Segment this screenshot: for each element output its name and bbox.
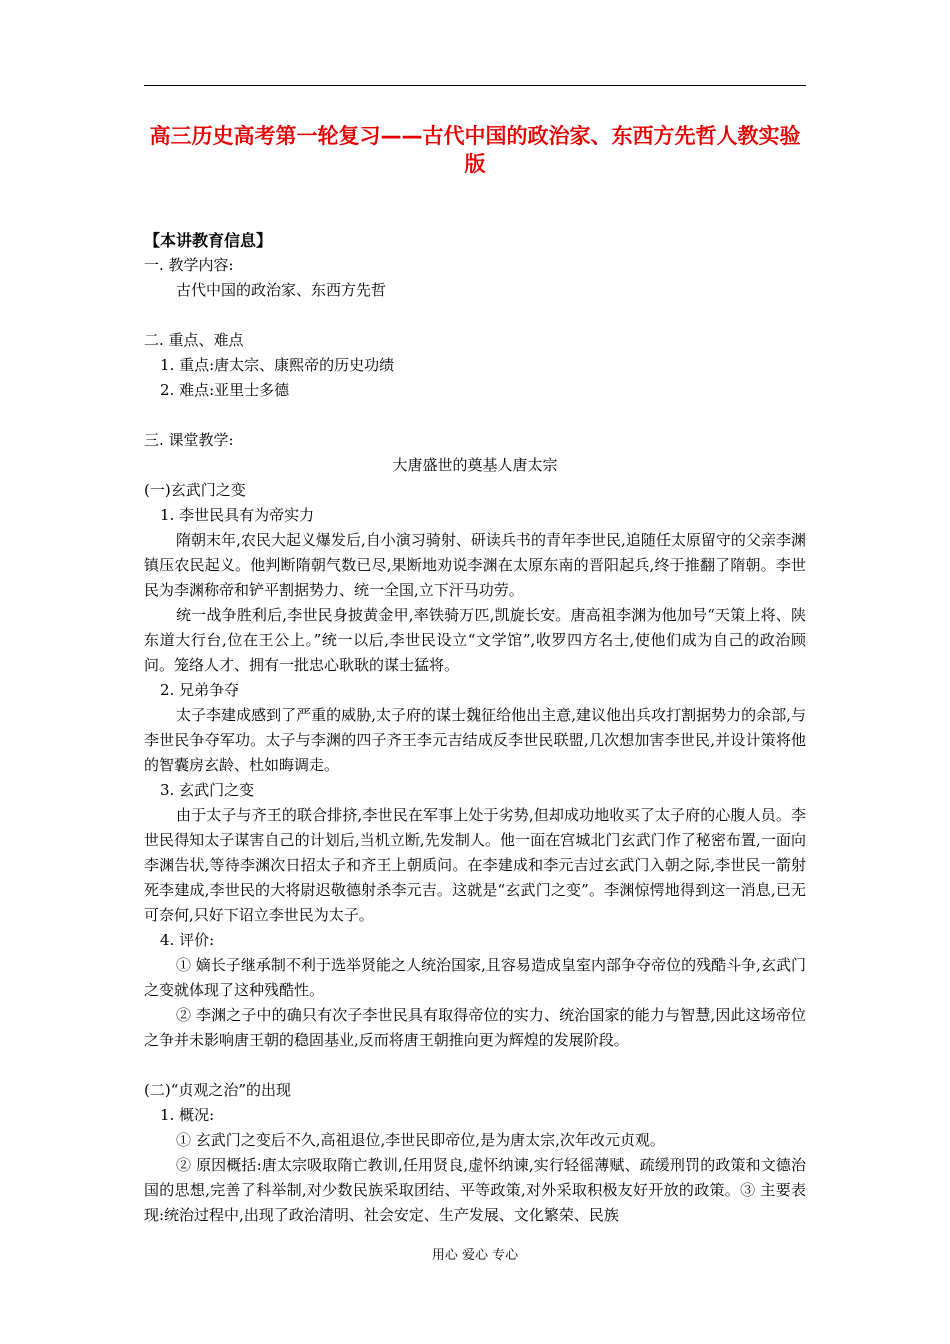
page-footer: 用心 爱心 专心 [431, 1248, 519, 1263]
document-body [144, 228, 806, 1228]
lesson-title: 大唐盛世的奠基人唐太宗 [392, 456, 558, 474]
sub2-p1-text2: ② 原因概括:唐太宗吸取隋亡教训,任用贤良,虚怀纳谏,实行轻徭薄赋、疏缓刑罚的政策和文德治国的思想,完善了科举制,对少数民族采取团结、平等政策,对外采取积极友好开放的政策。③ 主要表现:统治过程中,出现了政治清明、社会安定、生产发展、文化繁荣、民族 [144, 1156, 806, 1224]
spacer [144, 303, 806, 328]
spacer [144, 403, 806, 428]
part3-heading: 三. 课堂教学: [144, 431, 234, 449]
sub1-heading: (一)玄武门之变 [144, 481, 246, 499]
sub1-p4-text2: ② 李渊之子中的确只有次子李世民具有取得帝位的实力、统治国家的能力与智慧,因此这场帝位之争并未影响唐王朝的稳固基业,反而将唐王朝推向更为辉煌的发展阶段。 [144, 1006, 806, 1049]
sub1-p4-text1: ① 嫡长子继承制不利于选举贤能之人统治国家,且容易造成皇室内部争夺帝位的残酷斗争,玄武门之变就体现了这种残酷性。 [144, 956, 806, 999]
sub1-p2-text: 太子李建成感到了严重的威胁,太子府的谋士魏征给他出主意,建议他出兵攻打割据势力的余部,与李世民争夺军功。太子与李渊的四子齐王李元吉结成反李世民联盟,几次想加害李世民,并设计策将他的智囊房玄龄、杜如晦调走。 [144, 706, 806, 774]
document-title: 高三历史高考第一轮复习——古代中国的政治家、东西方先哲人教实验版 [149, 124, 801, 176]
sub1-p1-text1: 隋朝末年,农民大起义爆发后,自小演习骑射、研读兵书的青年李世民,追随任太原留守的父亲李渊镇压农民起义。他判断隋朝气数已尽,果断地劝说李渊在太原东南的晋阳起兵,终于推翻了隋朝。李世民为李渊称帝和铲平割据势力、统一全国,立下汗马功劳。 [144, 531, 806, 599]
part2-heading: 二. 重点、难点 [144, 331, 244, 349]
sub1-p3-heading: 3. 玄武门之变 [160, 781, 255, 799]
part1-content: 古代中国的政治家、东西方先哲 [176, 281, 387, 299]
sub2-heading: (二)“贞观之治”的出现 [144, 1081, 292, 1099]
sub1-p3-text: 由于太子与齐王的联合排挤,李世民在军事上处于劣势,但却成功地收买了太子府的心腹人员。李世民得知太子谋害自己的计划后,当机立断,先发制人。他一面在宫城北门玄武门作了秘密布置,一面向李渊告状,等待李渊次日招太子和齐王上朝质问。在李建成和李元吉过玄武门入朝之际,李世民一箭射死李建成,李世民的大将尉迟敬德射杀李元吉。这就是“玄武门之变”。李渊惊愕地得到这一消息,已无可奈何,只好下诏立李世民为太子。 [144, 806, 806, 924]
sub2-p1-heading: 1. 概况: [160, 1106, 215, 1124]
sub1-p2-heading: 2. 兄弟争夺 [160, 681, 240, 699]
spacer [144, 1053, 806, 1078]
sub2-p1-text1: ① 玄武门之变后不久,高祖退位,李世民即帝位,是为唐太宗,次年改元贞观。 [176, 1131, 665, 1149]
sub1-p1-text2: 统一战争胜利后,李世民身披黄金甲,率铁骑万匹,凯旋长安。唐高祖李渊为他加号“天策上将、陕东道大行台,位在王公上。”统一以后,李世民设立“文学馆”,收罗四方名士,使他们成为自己的政治顾问。笼络人才、拥有一批忠心耿耿的谋士猛将。 [144, 606, 806, 674]
part2-item1: 1. 重点:唐太宗、康熙帝的历史功绩 [160, 356, 395, 374]
header-rule [144, 85, 806, 86]
sub1-p1-heading: 1. 李世民具有为帝实力 [160, 506, 315, 524]
sub1-p4-heading: 4. 评价: [160, 931, 215, 949]
section-header: 【本讲教育信息】 [144, 231, 273, 250]
part1-heading: 一. 教学内容: [144, 256, 234, 274]
part2-item2: 2. 难点:亚里士多德 [160, 381, 290, 399]
